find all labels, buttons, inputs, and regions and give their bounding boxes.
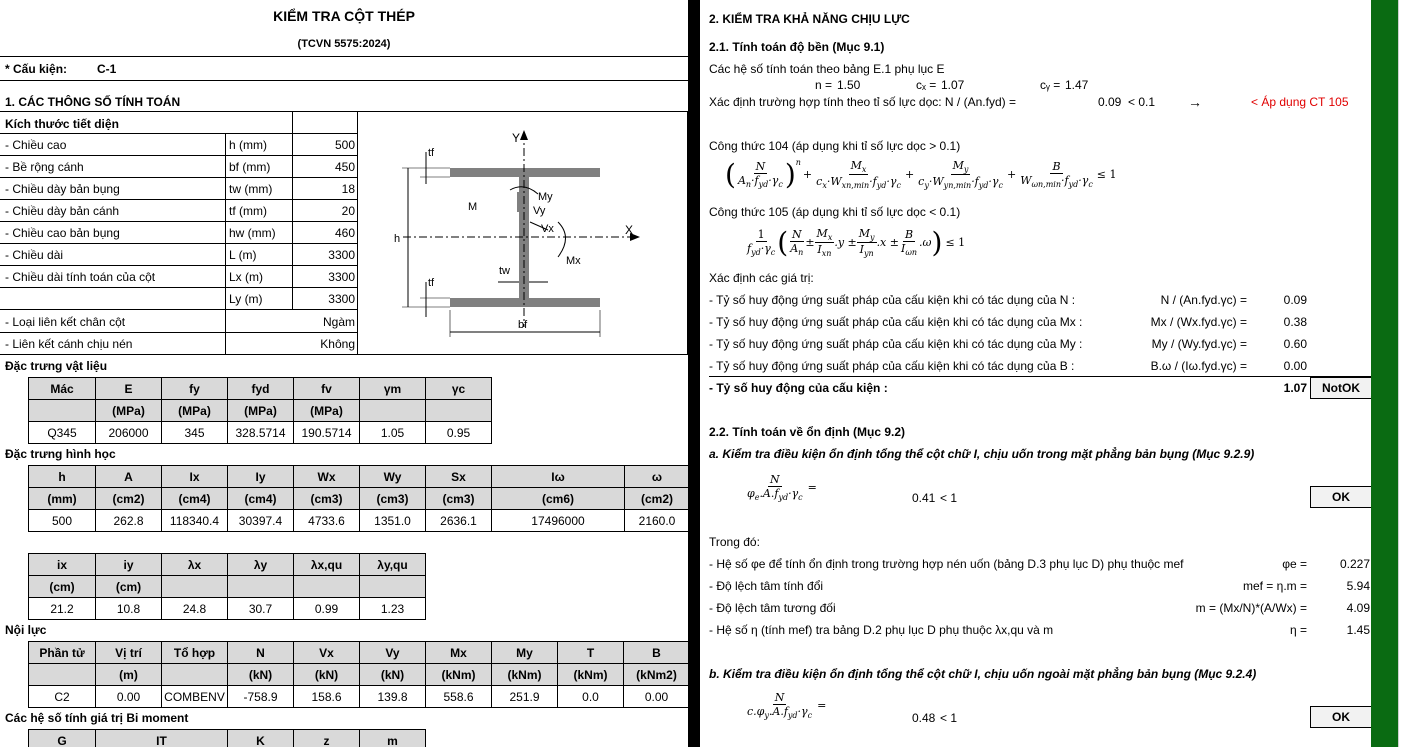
geo-header-cell: Ix [161, 465, 228, 488]
force-value-cell: 158.6 [293, 685, 360, 708]
b-compare: < 1 [940, 711, 958, 725]
label-Mx: Mx [566, 255, 581, 267]
mat-value-cell: 0.95 [425, 421, 492, 444]
mat-value-cell: Q345 [28, 421, 96, 444]
mat-value-cell: 1.05 [359, 421, 426, 444]
geo-header-cell: ω [624, 465, 690, 488]
row-line [0, 265, 357, 266]
f104-label: Công thức 104 (áp dụng khi tỉ số lực dọc > 0.1) [709, 139, 961, 153]
mat-header-cell: Mác [28, 377, 96, 400]
param-expression: mef = η.m = [1242, 579, 1307, 593]
force-unit-cell: (kN) [359, 663, 426, 686]
geo-unit-cell: (cm4) [227, 487, 294, 510]
ratio-expression: N / (An.fyd.γc) = [1160, 293, 1247, 307]
bottom-flange [450, 298, 600, 307]
row-line [0, 287, 357, 288]
geo-value-cell: 262.8 [95, 509, 162, 532]
bimoment-header-cell: m [359, 729, 426, 747]
dim-value: 3300 [328, 248, 355, 262]
mat-unit-cell [359, 399, 426, 422]
case-value: 0.09 [1098, 95, 1122, 109]
mat-header-cell: γm [359, 377, 426, 400]
bimoment-header-cell: z [293, 729, 360, 747]
green-margin-bar [1371, 0, 1398, 747]
rad-value-cell: 1.23 [359, 597, 426, 620]
geo-header-cell: Sx [425, 465, 492, 488]
rad-unit-cell [161, 575, 228, 598]
geo-value-cell: 2160.0 [624, 509, 690, 532]
dim-symbol: Ly (m) [229, 292, 263, 306]
row-line [0, 221, 357, 222]
dim-label: - Chiều cao [5, 138, 67, 152]
label-My: My [538, 191, 553, 203]
dim-value: 450 [334, 160, 355, 174]
page-title: KIỂM TRA CỘT THÉP [273, 8, 415, 24]
geo-value-cell: 2636.1 [425, 509, 492, 532]
section1-heading: 1. CÁC THÔNG SỐ TÍNH TOÁN [5, 95, 181, 109]
mat-value-cell: 345 [161, 421, 228, 444]
cy-label: cᵧ = [1040, 78, 1061, 92]
dims-title: Kích thước tiết diện [5, 117, 119, 131]
rad-value-cell: 0.99 [293, 597, 360, 620]
dim-label: - Chiều dài tính toán của cột [5, 270, 156, 284]
rad-header-cell: ix [28, 553, 96, 576]
force-header-cell: N [227, 641, 294, 664]
mat-header-cell: fyd [227, 377, 294, 400]
geo-value-cell: 118340.4 [161, 509, 228, 532]
param-expression: m = (Mx/N)*(A/Wx) = [1195, 601, 1307, 615]
force-value-cell: 251.9 [491, 685, 558, 708]
rad-unit-cell: (cm) [28, 575, 96, 598]
force-title: Nội lực [5, 623, 47, 637]
row-line [0, 155, 357, 156]
dim-value: 3300 [328, 292, 355, 306]
param-expression: φe = [1282, 557, 1307, 571]
param-value: 5.94 [1346, 579, 1370, 593]
force-unit-cell: (kNm) [557, 663, 624, 686]
dim-symbol: bf (mm) [229, 160, 271, 174]
force-header-cell: Vị trí [95, 641, 162, 664]
dim-value: 18 [341, 182, 355, 196]
force-value-cell: 0.00 [95, 685, 162, 708]
geo-unit-cell: (cm3) [359, 487, 426, 510]
a-status: OK [1310, 486, 1372, 508]
rad-header-cell: λy [227, 553, 294, 576]
param-value: 4.09 [1346, 601, 1370, 615]
dim-label: - Chiều dày bản cánh [5, 204, 120, 218]
formula-104: ( $\frac{N}{A_n\cdot f_{yd}\cdot\gamma_c}$ ) $^n$ + $\frac{M_x}{c_x\cdot W_{xn,min}\cdot f_{yd}\cdot\gamma_c}$ + $\frac{M_y}{c_y\cdot W_{yn,min}\cdot f_{yd}\cdot\gamma_c}$ + $\frac{B}{W_{\omega n,min}\cdot f_{yd}\cdot\gamma_c}$ ≤ 1 [725, 158, 1117, 191]
bimoment-title: Các hệ số tính giá trị Bi moment [5, 711, 189, 725]
dim-label: - Bề rộng cánh [5, 160, 84, 174]
ratio-expression: My / (Wy.fyd.γc) = [1151, 337, 1247, 351]
geo-unit-cell: (cm3) [293, 487, 360, 510]
rad-header-cell: λx [161, 553, 228, 576]
bimoment-header-cell: K [227, 729, 294, 747]
geo-value-cell: 4733.6 [293, 509, 360, 532]
geo-header-cell: Wy [359, 465, 426, 488]
standard-label: (TCVN 5575:2024) [297, 38, 391, 50]
label-bf: bf [518, 319, 528, 331]
ratio-value: 0.00 [1283, 359, 1307, 373]
total-label: - Tỷ số huy động của cấu kiện : [709, 381, 888, 395]
label-h: h [394, 233, 401, 245]
formula-b: $\frac{N}{c.\varphi_y.A.f_{yd}\cdot\gamma_c}$ = [747, 691, 827, 721]
force-header-cell: Vx [293, 641, 360, 664]
b-status: OK [1310, 706, 1372, 728]
param-expression: η = [1289, 623, 1307, 637]
dim-value: 20 [341, 204, 355, 218]
cx-label: cₓ = [916, 78, 937, 92]
ratio-label: - Tỷ số huy động ứng suất pháp của cấu kiện khi có tác dụng của My : [709, 337, 1083, 351]
rad-value-cell: 10.8 [95, 597, 162, 620]
force-header-cell: My [491, 641, 558, 664]
rad-unit-cell [227, 575, 294, 598]
force-unit-cell: (kNm) [491, 663, 558, 686]
row-line [0, 309, 357, 310]
mat-header-cell: fv [293, 377, 360, 400]
geo-value-cell: 500 [28, 509, 96, 532]
rad-value-cell: 21.2 [28, 597, 96, 620]
member-label: * Cấu kiện: [5, 62, 68, 76]
dim-symbol: L (m) [229, 248, 257, 262]
param-value: 1.45 [1346, 623, 1370, 637]
case-text: Xác định trường hợp tính theo tỉ số lực dọc: N / (An.fyd) = [709, 95, 1016, 109]
geo-unit-cell: (cm2) [95, 487, 162, 510]
geo-header-cell: Iω [491, 465, 625, 488]
ratio-value: 0.38 [1283, 315, 1307, 329]
label-tw: tw [499, 265, 510, 277]
base-conn-label: - Loại liên kết chân cột [5, 315, 126, 329]
a-value: 0.41 [912, 491, 936, 505]
mat-header-cell: fy [161, 377, 228, 400]
rad-header-cell: λx,qu [293, 553, 360, 576]
dim-label: - Chiều dày bản bụng [5, 182, 120, 196]
cx-value: 1.07 [941, 78, 965, 92]
dim-symbol: Lx (m) [229, 270, 263, 284]
param-label: - Độ lệch tâm tương đối [709, 601, 836, 615]
force-unit-cell: (m) [95, 663, 162, 686]
dim-symbol: hw (mm) [229, 226, 276, 240]
rad-header-cell: λy,qu [359, 553, 426, 576]
geo-header-cell: A [95, 465, 162, 488]
geo-unit-cell: (mm) [28, 487, 96, 510]
brace-label: - Liên kết cánh chịu nén [5, 337, 133, 351]
geo-header-cell: h [28, 465, 96, 488]
dim-symbol: h (mm) [229, 138, 267, 152]
label-tf-top: tf [428, 147, 435, 159]
mat-value-cell: 206000 [95, 421, 162, 444]
formula-a: $\frac{N}{\varphi_e.A.f_{yd}\cdot\gamma_c}$ = [747, 473, 817, 503]
rad-value-cell: 30.7 [227, 597, 294, 620]
force-unit-cell [161, 663, 228, 686]
top-flange [450, 168, 600, 177]
ratio-label: - Tỷ số huy động ứng suất pháp của cấu kiện khi có tác dụng của N : [709, 293, 1076, 307]
force-value-cell: COMBENV [161, 685, 228, 708]
force-header-cell: Phần tử [28, 641, 96, 664]
rad-value-cell: 24.8 [161, 597, 228, 620]
force-header-cell: Mx [425, 641, 492, 664]
force-value-cell: 0.00 [623, 685, 690, 708]
mat-unit-cell: (MPa) [161, 399, 228, 422]
ratio-label: - Tỷ số huy động ứng suất pháp của cấu kiện khi có tác dụng của Mx : [709, 315, 1083, 329]
force-header-cell: B [623, 641, 690, 664]
col-line [225, 134, 226, 310]
mat-unit-cell: (MPa) [95, 399, 162, 422]
mat-value-cell: 190.5714 [293, 421, 360, 444]
label-Vx: Vx [541, 223, 554, 235]
s21-heading: 2.1. Tính toán độ bền (Mục 9.1) [709, 40, 885, 54]
ratio-expression: B.ω / (Iω.fyd.γc) = [1150, 359, 1247, 373]
n-label: n = [815, 78, 833, 92]
where-label: Trong đó: [709, 535, 760, 549]
param-label: - Độ lệch tâm tính đổi [709, 579, 824, 593]
case-result: < Áp dụng CT 105 [1251, 95, 1349, 109]
ratio-label: - Tỷ số huy động ứng suất pháp của cấu kiện khi có tác dụng của B : [709, 359, 1075, 373]
rad-unit-cell [293, 575, 360, 598]
mat-unit-cell [425, 399, 492, 422]
mat-title: Đặc trưng vật liệu [5, 359, 108, 373]
label-M: M [468, 201, 478, 213]
force-header-cell: Vy [359, 641, 426, 664]
geo-title: Đặc trưng hình học [5, 447, 116, 461]
row-line [0, 177, 357, 178]
mat-unit-cell [28, 399, 96, 422]
force-value-cell: 0.0 [557, 685, 624, 708]
label-tf-bot: tf [428, 277, 435, 289]
force-header-cell: T [557, 641, 624, 664]
case-compare: < 0.1 [1128, 95, 1156, 109]
a-compare: < 1 [940, 491, 958, 505]
dim-value: 3300 [328, 270, 355, 284]
force-value-cell: 558.6 [425, 685, 492, 708]
bimoment-header-cell: G [28, 729, 96, 747]
brace-value: Không [320, 337, 355, 351]
mat-value-cell: 328.5714 [227, 421, 294, 444]
case-arrow: → [1188, 94, 1202, 110]
row-line [0, 243, 357, 244]
col-line [292, 111, 293, 310]
geo-header-cell: Iy [227, 465, 294, 488]
ratio-expression: Mx / (Wx.fyd.γc) = [1150, 315, 1247, 329]
ratio-value: 0.60 [1283, 337, 1307, 351]
label-Y: Y [512, 131, 521, 145]
formula-105: $\frac{1}{f_{yd}\cdot\gamma_c}$ ( $\frac{N}{A_n}$ ± $\frac{M_x}{I_{xn}}$ .y ± $\frac{M_y}{I_{yn}}$ .x ± $\frac{B}{I_{\omega n}}$ .ω ) ≤ 1 [747, 226, 966, 259]
geo-header-cell: Wx [293, 465, 360, 488]
total-status: NotOK [1310, 377, 1372, 399]
param-label: - Hệ số φe để tính ổn định trong trường hợp nén uốn (bảng D.3 phụ lục D) phụ thuộc mef [709, 557, 1184, 571]
cy-value: 1.47 [1065, 78, 1089, 92]
geo-value-cell: 1351.0 [359, 509, 426, 532]
mat-header-cell: γc [425, 377, 492, 400]
geo-unit-cell: (cm4) [161, 487, 228, 510]
geo-unit-cell: (cm2) [624, 487, 690, 510]
n-value: 1.50 [837, 78, 861, 92]
dim-symbol: tw (mm) [229, 182, 273, 196]
force-unit-cell: (kN) [293, 663, 360, 686]
dim-symbol: tf (mm) [229, 204, 267, 218]
force-unit-cell [28, 663, 96, 686]
rad-unit-cell [359, 575, 426, 598]
force-value-cell: 139.8 [359, 685, 426, 708]
member-value: C-1 [97, 62, 117, 76]
total-value: 1.07 [1283, 381, 1307, 395]
s22-heading: 2.2. Tính toán về ổn định (Mục 9.2) [709, 425, 906, 439]
dim-label: - Chiều dài [5, 248, 64, 262]
section2-heading: 2. KIỂM TRA KHẢ NĂNG CHỊU LỰC [709, 12, 910, 26]
panel-divider [688, 0, 700, 747]
force-value-cell: -758.9 [227, 685, 294, 708]
det-label: Xác định các giá trị: [709, 271, 814, 285]
sheet-edge [1398, 0, 1410, 747]
rad-header-cell: iy [95, 553, 162, 576]
geo-value-cell: 30397.4 [227, 509, 294, 532]
geo-unit-cell: (cm6) [491, 487, 625, 510]
ratio-value: 0.09 [1283, 293, 1307, 307]
param-label: - Hệ số η (tính mef) tra bảng D.2 phụ lục D phụ thuộc λx,qu và m [709, 623, 1054, 637]
force-value-cell: C2 [28, 685, 96, 708]
b-value: 0.48 [912, 711, 936, 725]
geo-value-cell: 17496000 [491, 509, 625, 532]
base-conn-value: Ngàm [322, 315, 355, 329]
label-X: X [625, 223, 634, 237]
geo-unit-cell: (cm3) [425, 487, 492, 510]
mat-unit-cell: (MPa) [293, 399, 360, 422]
dim-value: 460 [334, 226, 355, 240]
f105-label: Công thức 105 (áp dụng khi tỉ số lực dọc < 0.1) [709, 205, 961, 219]
mat-header-cell: E [95, 377, 162, 400]
dim-value: 500 [334, 138, 355, 152]
bimoment-header-cell: IT [95, 729, 228, 747]
label-Vy: Vy [533, 205, 546, 217]
coef-intro: Các hệ số tính toán theo bảng E.1 phụ lục E [709, 62, 945, 76]
row-line [0, 199, 357, 200]
s22a-heading: a. Kiểm tra điều kiện ổn định tổng thể cột chữ I, chịu uốn trong mặt phẳng bản bụng (Mục 9.2.9) [709, 447, 1255, 461]
s22b-heading: b. Kiểm tra điều kiện ổn định tổng thể cột chữ I, chịu uốn ngoài mặt phẳng bản bụng (Mục 9.2.4) [709, 667, 1257, 681]
i-section-diagram [358, 112, 687, 353]
force-unit-cell: (kNm) [425, 663, 492, 686]
force-header-cell: Tổ hợp [161, 641, 228, 664]
rad-unit-cell: (cm) [95, 575, 162, 598]
param-value: 0.227 [1339, 557, 1370, 571]
force-unit-cell: (kN) [227, 663, 294, 686]
mat-unit-cell: (MPa) [227, 399, 294, 422]
force-unit-cell: (kNm2) [623, 663, 690, 686]
dim-label: - Chiều cao bản bụng [5, 226, 120, 240]
